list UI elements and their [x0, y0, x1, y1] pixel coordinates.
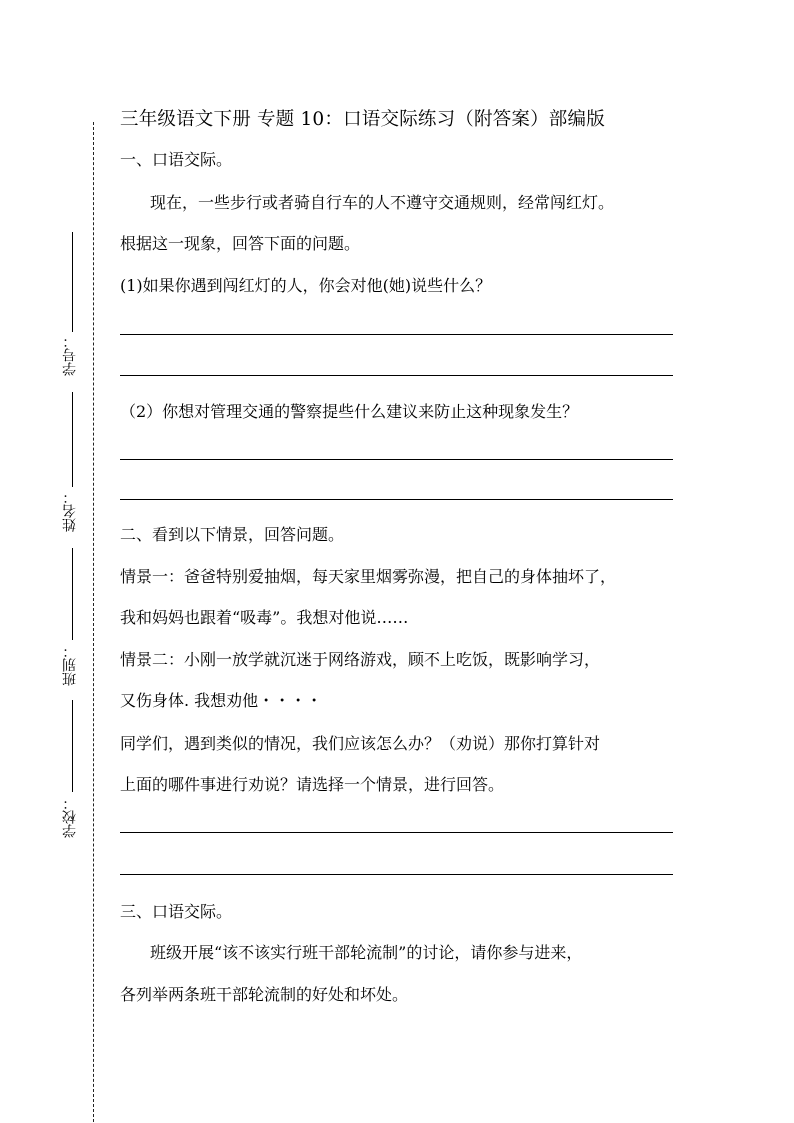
- question-1: (1)如果你遇到闯红灯的人，你会对他(她)说些什么？: [120, 276, 492, 295]
- scene2-line2: 又伤身体. 我想劝他・・・・: [120, 691, 323, 710]
- class-line[interactable]: [72, 548, 73, 640]
- scene1-line1: 情景一：爸爸特别爱抽烟，每天家里烟雾弥漫，把自己的身体抽坏了，: [120, 567, 617, 586]
- section2-prompt-line2: 上面的哪件事进行劝说？请选择一个情景，进行回答。: [120, 775, 505, 794]
- name-line[interactable]: [72, 392, 73, 487]
- student-id-field: [62, 232, 82, 376]
- scene2-line1: 情景二：小刚一放学就沉迷于网络游戏，顾不上吃饭，既影响学习，: [120, 650, 601, 669]
- section1-heading: 一、口语交际。: [120, 150, 233, 169]
- class-field: [62, 548, 82, 688]
- answer-line-q2-2[interactable]: [120, 499, 673, 500]
- section3-heading: 三、口语交际。: [120, 902, 233, 921]
- section3-intro-line2: 各列举两条班干部轮流制的好处和坏处。: [120, 985, 409, 1004]
- section2-prompt-line1: 同学们，遇到类似的情况，我们应该怎么办？（劝说）那你打算针对: [120, 734, 601, 753]
- binding-margin: [0, 0, 100, 1123]
- name-field: [62, 392, 82, 532]
- school-line[interactable]: [72, 700, 73, 792]
- answer-line-q2-1[interactable]: [120, 459, 673, 460]
- answer-line-q1-1[interactable]: [120, 334, 673, 335]
- section1-intro-line2: 根据这一现象，回答下面的问题。: [120, 234, 361, 253]
- name-label: 姓名：: [62, 490, 78, 532]
- answer-line-q1-2[interactable]: [120, 375, 673, 376]
- page-title: 三年级语文下册 专题 10：口语交际练习（附答案）部编版: [120, 109, 605, 130]
- scene1-line2: 我和妈妈也跟着“吸毒”。我想对他说……: [120, 608, 409, 627]
- answer-line-s2-2[interactable]: [120, 874, 673, 875]
- cut-line: [93, 122, 94, 1122]
- section3-intro-line1: 班级开展“该不该实行班干部轮流制”的讨论，请你参与进来，: [150, 943, 583, 962]
- school-field: [62, 700, 82, 840]
- section2-heading: 二、看到以下情景，回答问题。: [120, 525, 345, 544]
- student-id-line[interactable]: [72, 232, 73, 332]
- class-label: 班别：: [62, 644, 78, 686]
- question-2: （2）你想对管理交通的警察提些什么建议来防止这种现象发生？: [120, 402, 579, 421]
- student-id-label: 学号：: [62, 334, 78, 376]
- school-label: 学校：: [62, 796, 78, 838]
- answer-line-s2-1[interactable]: [120, 832, 673, 833]
- section1-intro-line1: 现在，一些步行或者骑自行车的人不遵守交通规则，经常闯红灯。: [150, 193, 615, 212]
